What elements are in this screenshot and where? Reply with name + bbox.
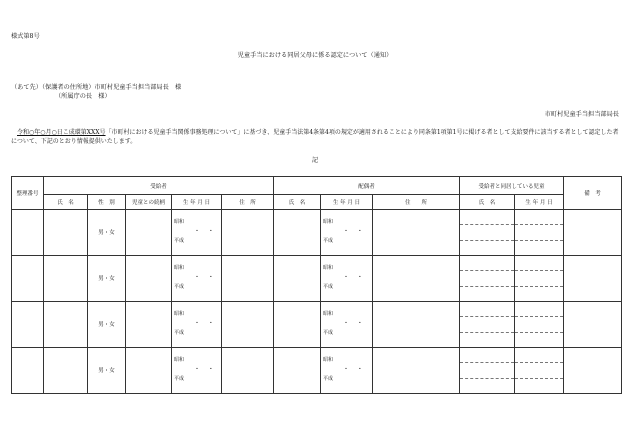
birthdate-cell[interactable]: [172, 347, 222, 393]
address-cell[interactable]: [222, 347, 274, 393]
table-row: [12, 255, 622, 301]
era-heisei: 平成: [323, 375, 334, 382]
date-dots: ・ ・: [343, 319, 366, 327]
era-showa: 昭和: [323, 310, 334, 317]
date-dots: ・ ・: [343, 273, 366, 281]
child-name-cell[interactable]: [460, 301, 515, 347]
date-dots: ・ ・: [343, 365, 366, 373]
name-cell[interactable]: [44, 255, 88, 301]
relation-cell[interactable]: [126, 301, 172, 347]
spouse-name-cell[interactable]: [274, 347, 321, 393]
spouse-name-cell[interactable]: [274, 210, 321, 256]
header-child: 受給者と同居している児童: [460, 177, 564, 195]
birthdate-cell[interactable]: [172, 301, 222, 347]
era-showa: 昭和: [174, 219, 185, 225]
address-cell[interactable]: [222, 255, 274, 301]
era-heisei: 平成: [323, 283, 334, 290]
header-recipient: 受給者: [44, 177, 274, 195]
sender: 市町村児童手当担当部局長: [544, 111, 619, 118]
sub-address: 住 所: [222, 195, 274, 210]
sub-spouse-name: 氏 名: [274, 195, 321, 210]
serial-cell[interactable]: [12, 347, 44, 393]
sub-sex: 性 別: [88, 195, 126, 210]
reference-number: 令和○年○月○日こ成環第XXX号: [17, 129, 106, 136]
relation-cell[interactable]: [126, 210, 172, 256]
sex-cell[interactable]: 男・女: [88, 210, 126, 256]
spouse-birthdate-cell[interactable]: [321, 255, 373, 301]
sub-name: 氏 名: [44, 195, 88, 210]
era-heisei: 平成: [174, 329, 185, 336]
spouse-birthdate-cell[interactable]: [321, 210, 373, 256]
address-cell[interactable]: [222, 301, 274, 347]
spouse-address-cell[interactable]: [373, 347, 460, 393]
spouse-birthdate-cell[interactable]: [321, 347, 373, 393]
document-title: 児童手当における同居父母に係る認定について（通知）: [237, 52, 393, 59]
birthdate-cell[interactable]: [172, 210, 222, 256]
form-number: 様式第8号: [11, 33, 40, 40]
spouse-address-cell[interactable]: [373, 255, 460, 301]
serial-cell[interactable]: [12, 255, 44, 301]
era-heisei: 平成: [174, 375, 185, 382]
header-spouse: 配偶者: [274, 177, 460, 195]
spouse-name-cell[interactable]: [274, 255, 321, 301]
era-heisei: 平成: [174, 238, 185, 244]
spouse-address-cell[interactable]: [373, 301, 460, 347]
era-showa: 昭和: [323, 219, 334, 225]
child-birthdate-cell[interactable]: [515, 255, 564, 301]
name-cell[interactable]: [44, 210, 88, 256]
child-name-cell[interactable]: [460, 210, 515, 256]
relation-cell[interactable]: [126, 255, 172, 301]
sex-cell[interactable]: 男・女: [88, 255, 126, 301]
sex-cell[interactable]: 男・女: [88, 347, 126, 393]
header-serial: 整理番号: [12, 177, 44, 210]
remarks-cell[interactable]: [564, 347, 622, 393]
body-text: 「市町村における児童手当関係事務処理について」に基づき、児童手当法第4条第4項の規定が適用されることにより同条第1項第1号に掲げる者として支給要件に該当する者として認定した者について、下記のとおり情報提供いたします。: [11, 129, 619, 145]
child-birthdate-cell[interactable]: [515, 210, 564, 256]
sub-relation: 児童との続柄: [126, 195, 172, 210]
remarks-cell[interactable]: [564, 210, 622, 256]
era-showa: 昭和: [323, 264, 334, 271]
date-dots: ・ ・: [194, 319, 217, 327]
serial-cell[interactable]: [12, 301, 44, 347]
spouse-birthdate-cell[interactable]: [321, 301, 373, 347]
child-birthdate-cell[interactable]: [515, 301, 564, 347]
spouse-address-cell[interactable]: [373, 210, 460, 256]
era-heisei: 平成: [174, 283, 185, 290]
remarks-cell[interactable]: [564, 255, 622, 301]
recipient-table: [11, 176, 622, 394]
table-row: [12, 347, 622, 393]
header-remarks: 備 考: [564, 177, 622, 210]
table-row: [12, 210, 622, 256]
sub-spouse-birthdate: 生 年 月 日: [321, 195, 373, 210]
era-heisei: 平成: [323, 329, 334, 336]
era-heisei: 平成: [323, 238, 334, 244]
sex-cell[interactable]: 男・女: [88, 301, 126, 347]
date-dots: ・ ・: [194, 228, 217, 235]
relation-cell[interactable]: [126, 347, 172, 393]
addressee-line-2: （所属庁の長 様）: [55, 93, 111, 100]
birthdate-cell[interactable]: [172, 255, 222, 301]
address-cell[interactable]: [222, 210, 274, 256]
era-showa: 昭和: [323, 356, 334, 363]
name-cell[interactable]: [44, 347, 88, 393]
child-name-cell[interactable]: [460, 347, 515, 393]
spouse-name-cell[interactable]: [274, 301, 321, 347]
era-showa: 昭和: [174, 356, 185, 363]
child-birthdate-cell[interactable]: [515, 347, 564, 393]
era-showa: 昭和: [174, 264, 185, 271]
sub-spouse-address: 住 所: [373, 195, 460, 210]
ki-heading: 記: [311, 157, 319, 164]
era-showa: 昭和: [174, 310, 185, 317]
sub-birthdate: 生 年 月 日: [172, 195, 222, 210]
serial-cell[interactable]: [12, 210, 44, 256]
table-row: [12, 301, 622, 347]
addressee-line-1: （あて先）（保護者の住所地）市町村児童手当担当部局長 様: [11, 84, 182, 91]
date-dots: ・ ・: [194, 365, 217, 373]
date-dots: ・ ・: [194, 273, 217, 281]
child-name-cell[interactable]: [460, 255, 515, 301]
name-cell[interactable]: [44, 301, 88, 347]
sub-child-name: 氏 名: [460, 195, 515, 210]
remarks-cell[interactable]: [564, 301, 622, 347]
date-dots: ・ ・: [343, 228, 366, 235]
sub-child-birthdate: 生 年 月 日: [515, 195, 564, 210]
body-paragraph: [11, 128, 621, 146]
